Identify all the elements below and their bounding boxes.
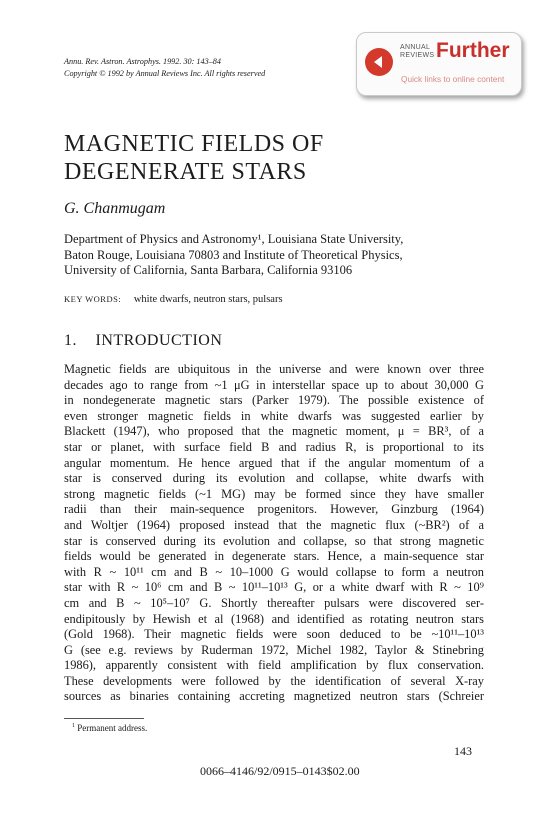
- badge-further: Further: [436, 39, 510, 62]
- body-line: star is conserved during its evolution and collapse, white dwarfs with: [64, 471, 484, 486]
- body-line: endipitously by Hewish et al (1968) and identified as rotating neutron stars: [64, 611, 484, 626]
- author-name: G. Chanmugam: [64, 200, 166, 217]
- section-number: 1.: [64, 332, 77, 349]
- body-line: fields would be generated in degenerate stars. Hence, a main-sequence star: [64, 549, 484, 564]
- body-line: star with R ~ 10⁶ cm and B ~ 10¹¹–10¹³ G, or a white dwarf with R ~ 10⁹: [64, 580, 484, 595]
- article-code: 0066–4146/92/0915–0143$02.00: [200, 764, 360, 778]
- footnote-divider: [64, 718, 144, 719]
- affiliation-line: Baton Rouge, Louisiana 70803 and Institute of Theoretical Physics,: [64, 247, 403, 262]
- affiliation-line: University of California, Santa Barbara, California 93106: [64, 263, 353, 277]
- body-line: 1986), apparently consistent with field amplification by flux conservation.: [64, 658, 484, 673]
- body-line: angular momentum. He hence argued that if the angular momentum of a: [64, 455, 484, 470]
- body-line: Magnetic fields are ubiquitous in the universe and were known over three: [64, 362, 484, 376]
- badge-annual-reviews: [400, 44, 434, 60]
- affiliation-line: Department of Physics and Astronomy¹, Louisiana State University,: [64, 232, 404, 246]
- play-arrow-icon: [365, 48, 393, 76]
- title-line-1: MAGNETIC FIELDS OF: [64, 131, 324, 157]
- body-line: and Woltjer (1964) proposed instead that the magnetic flux (~BR²) of a: [64, 517, 484, 532]
- journal-line-2: Copyright © 1992 by Annual Reviews Inc. All rights reserved: [64, 69, 266, 78]
- affiliation: [64, 232, 403, 279]
- body-line: (Gold 1968). Their magnetic fields were soon deduced to be ~10¹¹–10¹³: [64, 627, 484, 642]
- body-line: sources as binaries containing accreting magnetized neutron stars (Schreier: [64, 689, 484, 704]
- keywords: [64, 294, 283, 305]
- section-title: INTRODUCTION: [95, 332, 223, 349]
- article-title: [64, 130, 324, 186]
- keywords-label: KEY WORDS:: [64, 294, 122, 304]
- journal-line-1: Annu. Rev. Astron. Astrophys. 1992. 30: 143–84: [64, 57, 221, 66]
- body-line: in nondegenerate magnetic stars (Parker 1979). The possible existence of: [64, 393, 484, 408]
- badge-annual: ANNUAL: [400, 44, 431, 51]
- annual-reviews-further-badge[interactable]: [356, 32, 520, 94]
- title-line-2: DEGENERATE STARS: [64, 159, 307, 185]
- badge-quick-links[interactable]: Quick links to online content: [401, 74, 505, 84]
- footnote: [72, 723, 147, 733]
- body-line: G (see e.g. reviews by Ruderman 1972, Michel 1982, Taylor & Stinebring: [64, 642, 484, 657]
- badge-reviews: REVIEWS: [400, 52, 435, 59]
- section-heading: [64, 332, 222, 350]
- journal-citation: [64, 56, 265, 80]
- body-line: star or planet, with surface field B and radius R, is proportional to its: [64, 439, 484, 454]
- footnote-text: Permanent address.: [77, 723, 148, 733]
- footnote-mark: 1: [72, 723, 75, 729]
- keywords-list: white dwarfs, neutron stars, pulsars: [133, 294, 283, 305]
- body-line: These developments were followed by the identification of several X-ray: [64, 673, 484, 688]
- body-line: Blackett (1947), who proposed that the magnetic moment, μ = BR³, of a: [64, 424, 484, 439]
- body-line: star is conserved during its evolution and collapse, so that strong magnetic: [64, 533, 484, 548]
- body-line: even stronger magnetic fields in white dwarfs was suggested earlier by: [64, 408, 484, 423]
- page-number: 143: [454, 744, 472, 758]
- body-paragraph: [64, 362, 484, 705]
- body-line: radii than their main-sequence progenitors. However, Ginzburg (1964): [64, 502, 484, 517]
- body-line: cm and B ~ 10⁵–10⁷ G. Shortly thereafter pulsars were discovered ser-: [64, 595, 484, 610]
- body-line: decades ago to range from ~1 μG in interstellar space up to about 30,000 G: [64, 377, 484, 392]
- body-line: with R ~ 10¹¹ cm and B ~ 10–1000 G would collapse to form a neutron: [64, 564, 484, 579]
- body-line: strong magnetic fields (~1 MG) may be formed since they have smaller: [64, 486, 484, 501]
